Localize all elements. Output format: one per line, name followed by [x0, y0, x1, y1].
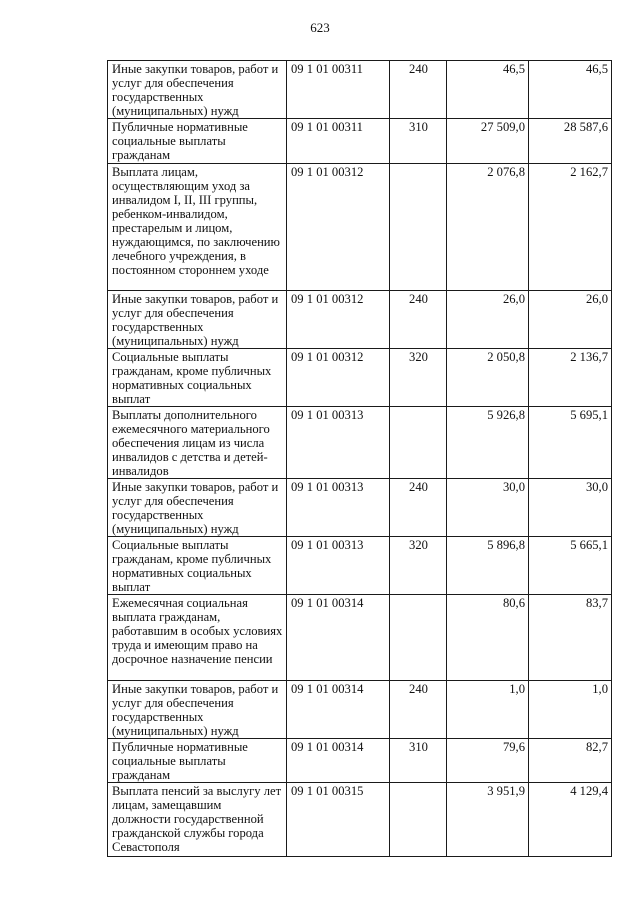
table-row: [108, 119, 612, 164]
row-target-code: 09 1 01 00312: [287, 349, 390, 407]
table-row: [108, 595, 612, 681]
row-name: Иные закупки товаров, работ и услуг для обеспечения государственных (муниципальных) нужд: [108, 479, 287, 537]
row-expense-type: [390, 164, 447, 291]
row-amount-1: 30,0: [447, 479, 529, 537]
row-expense-type: 310: [390, 119, 447, 164]
budget-table: [107, 60, 612, 857]
row-target-code: 09 1 01 00315: [287, 783, 390, 857]
row-amount-1: 27 509,0: [447, 119, 529, 164]
row-target-code: 09 1 01 00312: [287, 164, 390, 291]
row-name: Выплаты дополнительного ежемесячного материального обеспечения лицам из числа инвалидов с детства и детей-инвалидов: [108, 407, 287, 479]
row-name: Публичные нормативные социальные выплаты гражданам: [108, 739, 287, 783]
row-amount-1: 2 050,8: [447, 349, 529, 407]
row-amount-2: 2 162,7: [529, 164, 612, 291]
row-name: Иные закупки товаров, работ и услуг для обеспечения государственных (муниципальных) нужд: [108, 291, 287, 349]
row-expense-type: [390, 595, 447, 681]
row-amount-2: 1,0: [529, 681, 612, 739]
row-amount-1: 5 926,8: [447, 407, 529, 479]
table-row: [108, 291, 612, 349]
row-target-code: 09 1 01 00313: [287, 407, 390, 479]
row-amount-2: 46,5: [529, 61, 612, 119]
row-amount-1: 26,0: [447, 291, 529, 349]
row-amount-2: 82,7: [529, 739, 612, 783]
row-amount-2: 5 695,1: [529, 407, 612, 479]
row-target-code: 09 1 01 00311: [287, 119, 390, 164]
row-target-code: 09 1 01 00314: [287, 595, 390, 681]
row-amount-2: 2 136,7: [529, 349, 612, 407]
table-row: [108, 407, 612, 479]
row-expense-type: 240: [390, 681, 447, 739]
table-row: [108, 61, 612, 119]
row-target-code: 09 1 01 00313: [287, 537, 390, 595]
row-amount-1: 5 896,8: [447, 537, 529, 595]
row-expense-type: [390, 783, 447, 857]
row-amount-2: 28 587,6: [529, 119, 612, 164]
row-amount-1: 2 076,8: [447, 164, 529, 291]
row-expense-type: 320: [390, 349, 447, 407]
row-target-code: 09 1 01 00314: [287, 681, 390, 739]
row-target-code: 09 1 01 00313: [287, 479, 390, 537]
row-amount-1: 1,0: [447, 681, 529, 739]
row-amount-2: 26,0: [529, 291, 612, 349]
table-row: [108, 739, 612, 783]
row-expense-type: 240: [390, 61, 447, 119]
table-row: [108, 681, 612, 739]
row-amount-1: 80,6: [447, 595, 529, 681]
row-name: Выплата пенсий за выслугу лет лицам, замещавшим должности государственной гражданской службы города Севастополя: [108, 783, 287, 857]
row-expense-type: [390, 407, 447, 479]
row-expense-type: 240: [390, 479, 447, 537]
row-name: Ежемесячная социальная выплата гражданам, работавшим в особых условиях труда и имеющим право на досрочное назначение пенсии: [108, 595, 287, 681]
row-name: Иные закупки товаров, работ и услуг для обеспечения государственных (муниципальных) нужд: [108, 61, 287, 119]
row-amount-2: 5 665,1: [529, 537, 612, 595]
table-row: [108, 479, 612, 537]
row-amount-2: 4 129,4: [529, 783, 612, 857]
row-amount-2: 83,7: [529, 595, 612, 681]
row-target-code: 09 1 01 00312: [287, 291, 390, 349]
table-row: [108, 349, 612, 407]
row-target-code: 09 1 01 00311: [287, 61, 390, 119]
table-row: [108, 783, 612, 857]
row-name: Выплата лицам, осуществляющим уход за инвалидом I, II, III группы, ребенком-инвалидом, престарелым и лицом, нуждающимся, по заключению лечебного учреждения, в постоянном стороннем уходе: [108, 164, 287, 291]
table-row: [108, 537, 612, 595]
row-name: Иные закупки товаров, работ и услуг для обеспечения государственных (муниципальных) нужд: [108, 681, 287, 739]
row-target-code: 09 1 01 00314: [287, 739, 390, 783]
table-row: [108, 164, 612, 291]
row-expense-type: 240: [390, 291, 447, 349]
row-amount-2: 30,0: [529, 479, 612, 537]
row-name: Публичные нормативные социальные выплаты гражданам: [108, 119, 287, 164]
row-name: Социальные выплаты гражданам, кроме публичных нормативных социальных выплат: [108, 537, 287, 595]
row-name: Социальные выплаты гражданам, кроме публичных нормативных социальных выплат: [108, 349, 287, 407]
row-expense-type: 320: [390, 537, 447, 595]
page-number: 623: [310, 20, 330, 35]
row-amount-1: 3 951,9: [447, 783, 529, 857]
row-amount-1: 46,5: [447, 61, 529, 119]
row-amount-1: 79,6: [447, 739, 529, 783]
row-expense-type: 310: [390, 739, 447, 783]
